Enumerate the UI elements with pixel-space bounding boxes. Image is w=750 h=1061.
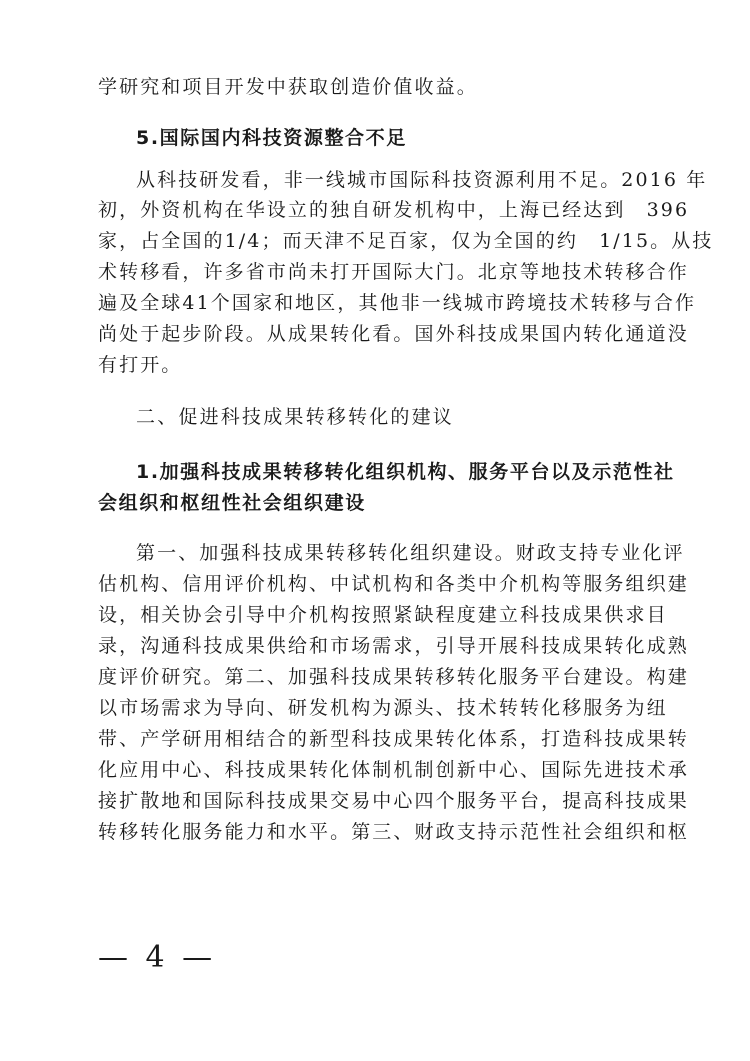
para-1-line-4: 录，沟通科技成果供给和市场需求，引导开展科技成果转化成熟 — [98, 635, 689, 657]
para-continuation-line-1: 学研究和项目开发中获取创造价值收益。 — [98, 76, 478, 98]
page-number: — 4 — — [98, 940, 217, 975]
para-5-line-1: 从科技研发看，非一线城市国际科技资源利用不足。2016 年 — [136, 169, 708, 191]
para-1-line-5: 度评价研究。第二、加强科技成果转移转化服务平台建设。构建 — [98, 666, 689, 688]
para-5-line-6: 尚处于起步阶段。从成果转化看。国外科技成果国内转化通道没 — [98, 323, 689, 345]
para-5-line-2: 初，外资机构在华设立的独自研发机构中，上海已经达到 396 — [98, 199, 690, 221]
subheading-1-line-1: 1.加强科技成果转移转化组织机构、服务平台以及示范性社 — [136, 461, 675, 483]
para-5-line-5: 遍及全球41个国家和地区，其他非一线城市跨境技术转移与合作 — [98, 292, 697, 314]
para-1-line-6: 以市场需求为导向、研发机构为源头、技术转转化移服务为纽 — [98, 697, 668, 719]
para-1-line-2: 估机构、信用评价机构、中试机构和各类中介机构等服务组织建 — [98, 573, 689, 595]
para-1-line-8: 化应用中心、科技成果转化体制机制创新中心、国际先进技术承 — [98, 759, 689, 781]
para-1-line-10: 转移转化服务能力和水平。第三、财政支持示范性社会组织和枢 — [98, 821, 689, 843]
para-1-line-1: 第一、加强科技成果转移转化组织建设。财政支持专业化评 — [136, 542, 685, 564]
para-5-line-3: 家，占全国的1/4；而天津不足百家，仅为全国的约 1/15。从技 — [98, 230, 714, 252]
para-5-line-7: 有打开。 — [98, 354, 183, 376]
para-1-line-9: 接扩散地和国际科技成果交易中心四个服务平台，提高科技成果 — [98, 790, 689, 812]
para-1-line-3: 设，相关协会引导中介机构按照紧缺程度建立科技成果供求目 — [98, 604, 668, 626]
para-1-line-7: 带、产学研用相结合的新型科技成果转化体系，打造科技成果转 — [98, 728, 689, 750]
section-heading-2: 二、促进科技成果转移转化的建议 — [136, 406, 455, 428]
heading-5: 5.国际国内科技资源整合不足 — [136, 127, 407, 149]
subheading-1-line-2: 会组织和枢纽性社会组织建设 — [98, 492, 366, 514]
para-5-line-4: 术转移看，许多省市尚未打开国际大门。北京等地技术转移合作 — [98, 261, 689, 283]
